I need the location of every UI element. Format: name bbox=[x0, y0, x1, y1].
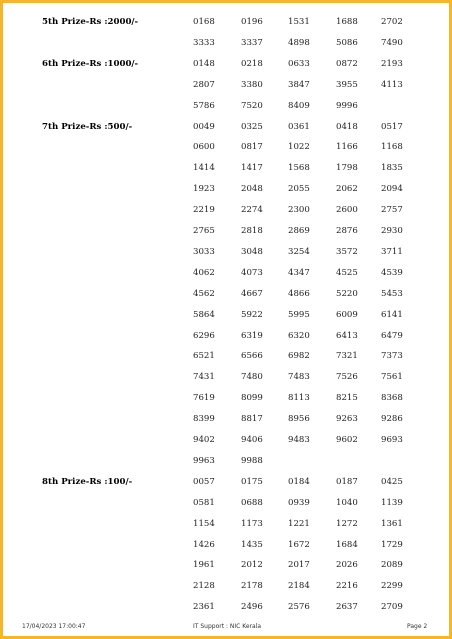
winning-ticket-number: 3337 bbox=[241, 37, 263, 48]
winning-ticket-number: 4525 bbox=[336, 267, 358, 278]
winning-ticket-number: 8409 bbox=[288, 100, 310, 111]
winning-ticket-number: 2178 bbox=[241, 581, 263, 592]
winning-ticket-number: 4866 bbox=[288, 288, 310, 299]
winning-ticket-number: 0325 bbox=[241, 121, 263, 132]
winning-ticket-number: 3333 bbox=[193, 37, 215, 48]
winning-ticket-number: 6296 bbox=[193, 330, 215, 341]
winning-ticket-number: 4073 bbox=[241, 267, 263, 278]
winning-ticket-number: 6479 bbox=[381, 330, 403, 341]
winning-ticket-number: 6141 bbox=[381, 309, 403, 320]
winning-ticket-number: 2012 bbox=[241, 560, 263, 571]
winning-ticket-number: 5220 bbox=[336, 288, 358, 299]
winning-ticket-number: 2702 bbox=[381, 17, 403, 27]
winning-ticket-number: 3955 bbox=[336, 79, 358, 90]
winning-ticket-number: 2807 bbox=[193, 79, 215, 90]
winning-ticket-number: 3033 bbox=[193, 246, 215, 257]
winning-ticket-number: 7321 bbox=[336, 351, 358, 362]
winning-ticket-number: 4898 bbox=[288, 37, 310, 48]
winning-ticket-number: 1022 bbox=[288, 142, 310, 153]
winning-ticket-number: 4113 bbox=[381, 79, 403, 90]
winning-ticket-number: 1688 bbox=[336, 17, 358, 27]
winning-ticket-number: 1414 bbox=[193, 163, 215, 174]
winning-ticket-number: 2048 bbox=[241, 184, 263, 195]
winning-ticket-number: 3572 bbox=[336, 246, 358, 257]
winning-ticket-number: 3380 bbox=[241, 79, 263, 90]
winning-ticket-number: 8368 bbox=[381, 393, 403, 404]
winning-ticket-number: 1168 bbox=[381, 142, 403, 153]
winning-ticket-number: 0361 bbox=[288, 121, 310, 132]
winning-ticket-number: 1221 bbox=[288, 518, 310, 529]
winning-ticket-number: 0049 bbox=[193, 121, 215, 132]
winning-ticket-number: 3711 bbox=[381, 246, 403, 257]
winning-ticket-number: 7526 bbox=[336, 372, 358, 383]
prize-category-label: 7th Prize-Rs :500/- bbox=[42, 121, 133, 132]
winning-ticket-number: 7483 bbox=[288, 372, 310, 383]
winning-ticket-number: 2869 bbox=[288, 226, 310, 236]
winning-ticket-number: 1729 bbox=[381, 539, 403, 550]
winning-ticket-number: 2274 bbox=[241, 205, 263, 216]
winning-ticket-number: 2576 bbox=[288, 602, 310, 613]
winning-ticket-number: 0939 bbox=[288, 497, 310, 508]
winning-ticket-number: 0817 bbox=[241, 142, 263, 153]
winning-ticket-number: 8817 bbox=[241, 414, 263, 425]
winning-ticket-number: 1272 bbox=[336, 518, 358, 529]
winning-ticket-number: 8956 bbox=[288, 414, 310, 425]
winning-ticket-number: 1923 bbox=[193, 184, 215, 195]
winning-ticket-number: 2055 bbox=[288, 184, 310, 195]
winning-ticket-number: 8113 bbox=[288, 393, 310, 404]
winning-ticket-number: 0517 bbox=[381, 121, 403, 132]
winning-ticket-number: 1684 bbox=[336, 539, 358, 550]
winning-ticket-number: 2219 bbox=[193, 205, 215, 216]
winning-ticket-number: 5995 bbox=[288, 309, 310, 320]
winning-ticket-number: 0175 bbox=[241, 476, 263, 487]
winning-ticket-number: 4062 bbox=[193, 267, 215, 278]
winning-ticket-number: 7520 bbox=[241, 100, 263, 111]
winning-ticket-number: 1139 bbox=[381, 497, 403, 508]
print-timestamp: 17/04/2023 17:00:47 bbox=[22, 623, 86, 630]
winning-ticket-number: 0184 bbox=[288, 476, 310, 487]
winning-ticket-number: 1568 bbox=[288, 163, 310, 174]
winning-ticket-number: 1417 bbox=[241, 163, 263, 174]
winning-ticket-number: 1426 bbox=[193, 539, 215, 550]
winning-ticket-number: 7431 bbox=[193, 372, 215, 383]
winning-ticket-number: 9483 bbox=[288, 435, 310, 445]
prize-category-label: 6th Prize-Rs :1000/- bbox=[42, 58, 139, 69]
winning-ticket-number: 2094 bbox=[381, 184, 403, 195]
winning-ticket-number: 9988 bbox=[241, 455, 263, 466]
winning-ticket-number: 2709 bbox=[381, 602, 403, 613]
winning-ticket-number: 5453 bbox=[381, 288, 403, 299]
winning-ticket-number: 5922 bbox=[241, 309, 263, 320]
winning-ticket-number: 2062 bbox=[336, 184, 358, 195]
winning-ticket-number: 1961 bbox=[193, 560, 215, 571]
winning-ticket-number: 7480 bbox=[241, 372, 263, 383]
winning-ticket-number: 5086 bbox=[336, 37, 358, 48]
winning-ticket-number: 0218 bbox=[241, 58, 263, 69]
winning-ticket-number: 2637 bbox=[336, 602, 358, 613]
winning-ticket-number: 0057 bbox=[193, 476, 215, 487]
winning-ticket-number: 9693 bbox=[381, 435, 403, 445]
winning-ticket-number: 0581 bbox=[193, 497, 215, 508]
winning-ticket-number: 6566 bbox=[241, 351, 263, 362]
winning-ticket-number: 6521 bbox=[193, 351, 215, 362]
winning-ticket-number: 2026 bbox=[336, 560, 358, 571]
winning-ticket-number: 9963 bbox=[193, 455, 215, 466]
winning-ticket-number: 2184 bbox=[288, 581, 310, 592]
winning-ticket-number: 2930 bbox=[381, 226, 403, 236]
winning-ticket-number: 4562 bbox=[193, 288, 215, 299]
winning-ticket-number: 8399 bbox=[193, 414, 215, 425]
winning-ticket-number: 2600 bbox=[336, 205, 358, 216]
winning-ticket-number: 9602 bbox=[336, 435, 358, 445]
winning-ticket-number: 0872 bbox=[336, 58, 358, 69]
winning-ticket-number: 9263 bbox=[336, 414, 358, 425]
winning-ticket-number: 1361 bbox=[381, 518, 403, 529]
winning-ticket-number: 0168 bbox=[193, 17, 215, 27]
winning-ticket-number: 1672 bbox=[288, 539, 310, 550]
winning-ticket-number: 6413 bbox=[336, 330, 358, 341]
winning-ticket-number: 1040 bbox=[336, 497, 358, 508]
winning-ticket-number: 2876 bbox=[336, 226, 358, 236]
winning-ticket-number: 9406 bbox=[241, 435, 263, 445]
winning-ticket-number: 6009 bbox=[336, 309, 358, 320]
winning-ticket-number: 2017 bbox=[288, 560, 310, 571]
winning-ticket-number: 0418 bbox=[336, 121, 358, 132]
winning-ticket-number: 2496 bbox=[241, 602, 263, 613]
winning-ticket-number: 6982 bbox=[288, 351, 310, 362]
winning-ticket-number: 5864 bbox=[193, 309, 215, 320]
winning-ticket-number: 6319 bbox=[241, 330, 263, 341]
winning-ticket-number: 0600 bbox=[193, 142, 215, 153]
winning-ticket-number: 0148 bbox=[193, 58, 215, 69]
winning-ticket-number: 1835 bbox=[381, 163, 403, 174]
winning-ticket-number: 8215 bbox=[336, 393, 358, 404]
winning-ticket-number: 2089 bbox=[381, 560, 403, 571]
winning-ticket-number: 2361 bbox=[193, 602, 215, 613]
winning-ticket-number: 0187 bbox=[336, 476, 358, 487]
winning-ticket-number: 3254 bbox=[288, 246, 310, 257]
winning-ticket-number: 4539 bbox=[381, 267, 403, 278]
winning-ticket-number: 2193 bbox=[381, 58, 403, 69]
winning-ticket-number: 7373 bbox=[381, 351, 403, 362]
winning-ticket-number: 3847 bbox=[288, 79, 310, 90]
winning-ticket-number: 2300 bbox=[288, 205, 310, 216]
winning-ticket-number: 4667 bbox=[241, 288, 263, 299]
winning-ticket-number: 6320 bbox=[288, 330, 310, 341]
prize-category-label: 5th Prize-Rs :2000/- bbox=[42, 17, 139, 27]
winning-ticket-number: 0425 bbox=[381, 476, 403, 487]
winning-ticket-number: 1154 bbox=[193, 518, 215, 529]
winning-ticket-number: 4347 bbox=[288, 267, 310, 278]
winning-ticket-number: 2299 bbox=[381, 581, 403, 592]
winning-ticket-number: 0196 bbox=[241, 17, 263, 27]
it-support-credit: IT Support : NIC Kerala bbox=[193, 623, 262, 630]
winning-ticket-number: 1166 bbox=[336, 142, 358, 153]
winning-ticket-number: 1798 bbox=[336, 163, 358, 174]
winning-ticket-number: 0633 bbox=[288, 58, 310, 69]
winning-ticket-number: 2757 bbox=[381, 205, 403, 216]
winning-ticket-number: 2818 bbox=[241, 226, 263, 236]
winning-ticket-number: 1173 bbox=[241, 518, 263, 529]
winning-ticket-number: 9996 bbox=[336, 100, 358, 111]
winning-ticket-number: 2216 bbox=[336, 581, 358, 592]
winning-ticket-number: 1531 bbox=[288, 17, 310, 27]
prize-category-label: 8th Prize-Rs :100/- bbox=[42, 476, 133, 487]
page-number: Page 2 bbox=[407, 623, 428, 630]
winning-ticket-number: 2765 bbox=[193, 226, 215, 236]
winning-ticket-number: 7490 bbox=[381, 37, 403, 48]
winning-ticket-number: 1435 bbox=[241, 539, 263, 550]
winning-ticket-number: 7561 bbox=[381, 372, 403, 383]
winning-ticket-number: 8099 bbox=[241, 393, 263, 404]
winning-ticket-number: 9402 bbox=[193, 435, 215, 445]
winning-ticket-number: 5786 bbox=[193, 100, 215, 111]
winning-ticket-number: 9286 bbox=[381, 414, 403, 425]
winning-ticket-number: 0688 bbox=[241, 497, 263, 508]
winning-ticket-number: 7619 bbox=[193, 393, 215, 404]
winning-ticket-number: 2128 bbox=[193, 581, 215, 592]
winning-ticket-number: 3048 bbox=[241, 246, 263, 257]
